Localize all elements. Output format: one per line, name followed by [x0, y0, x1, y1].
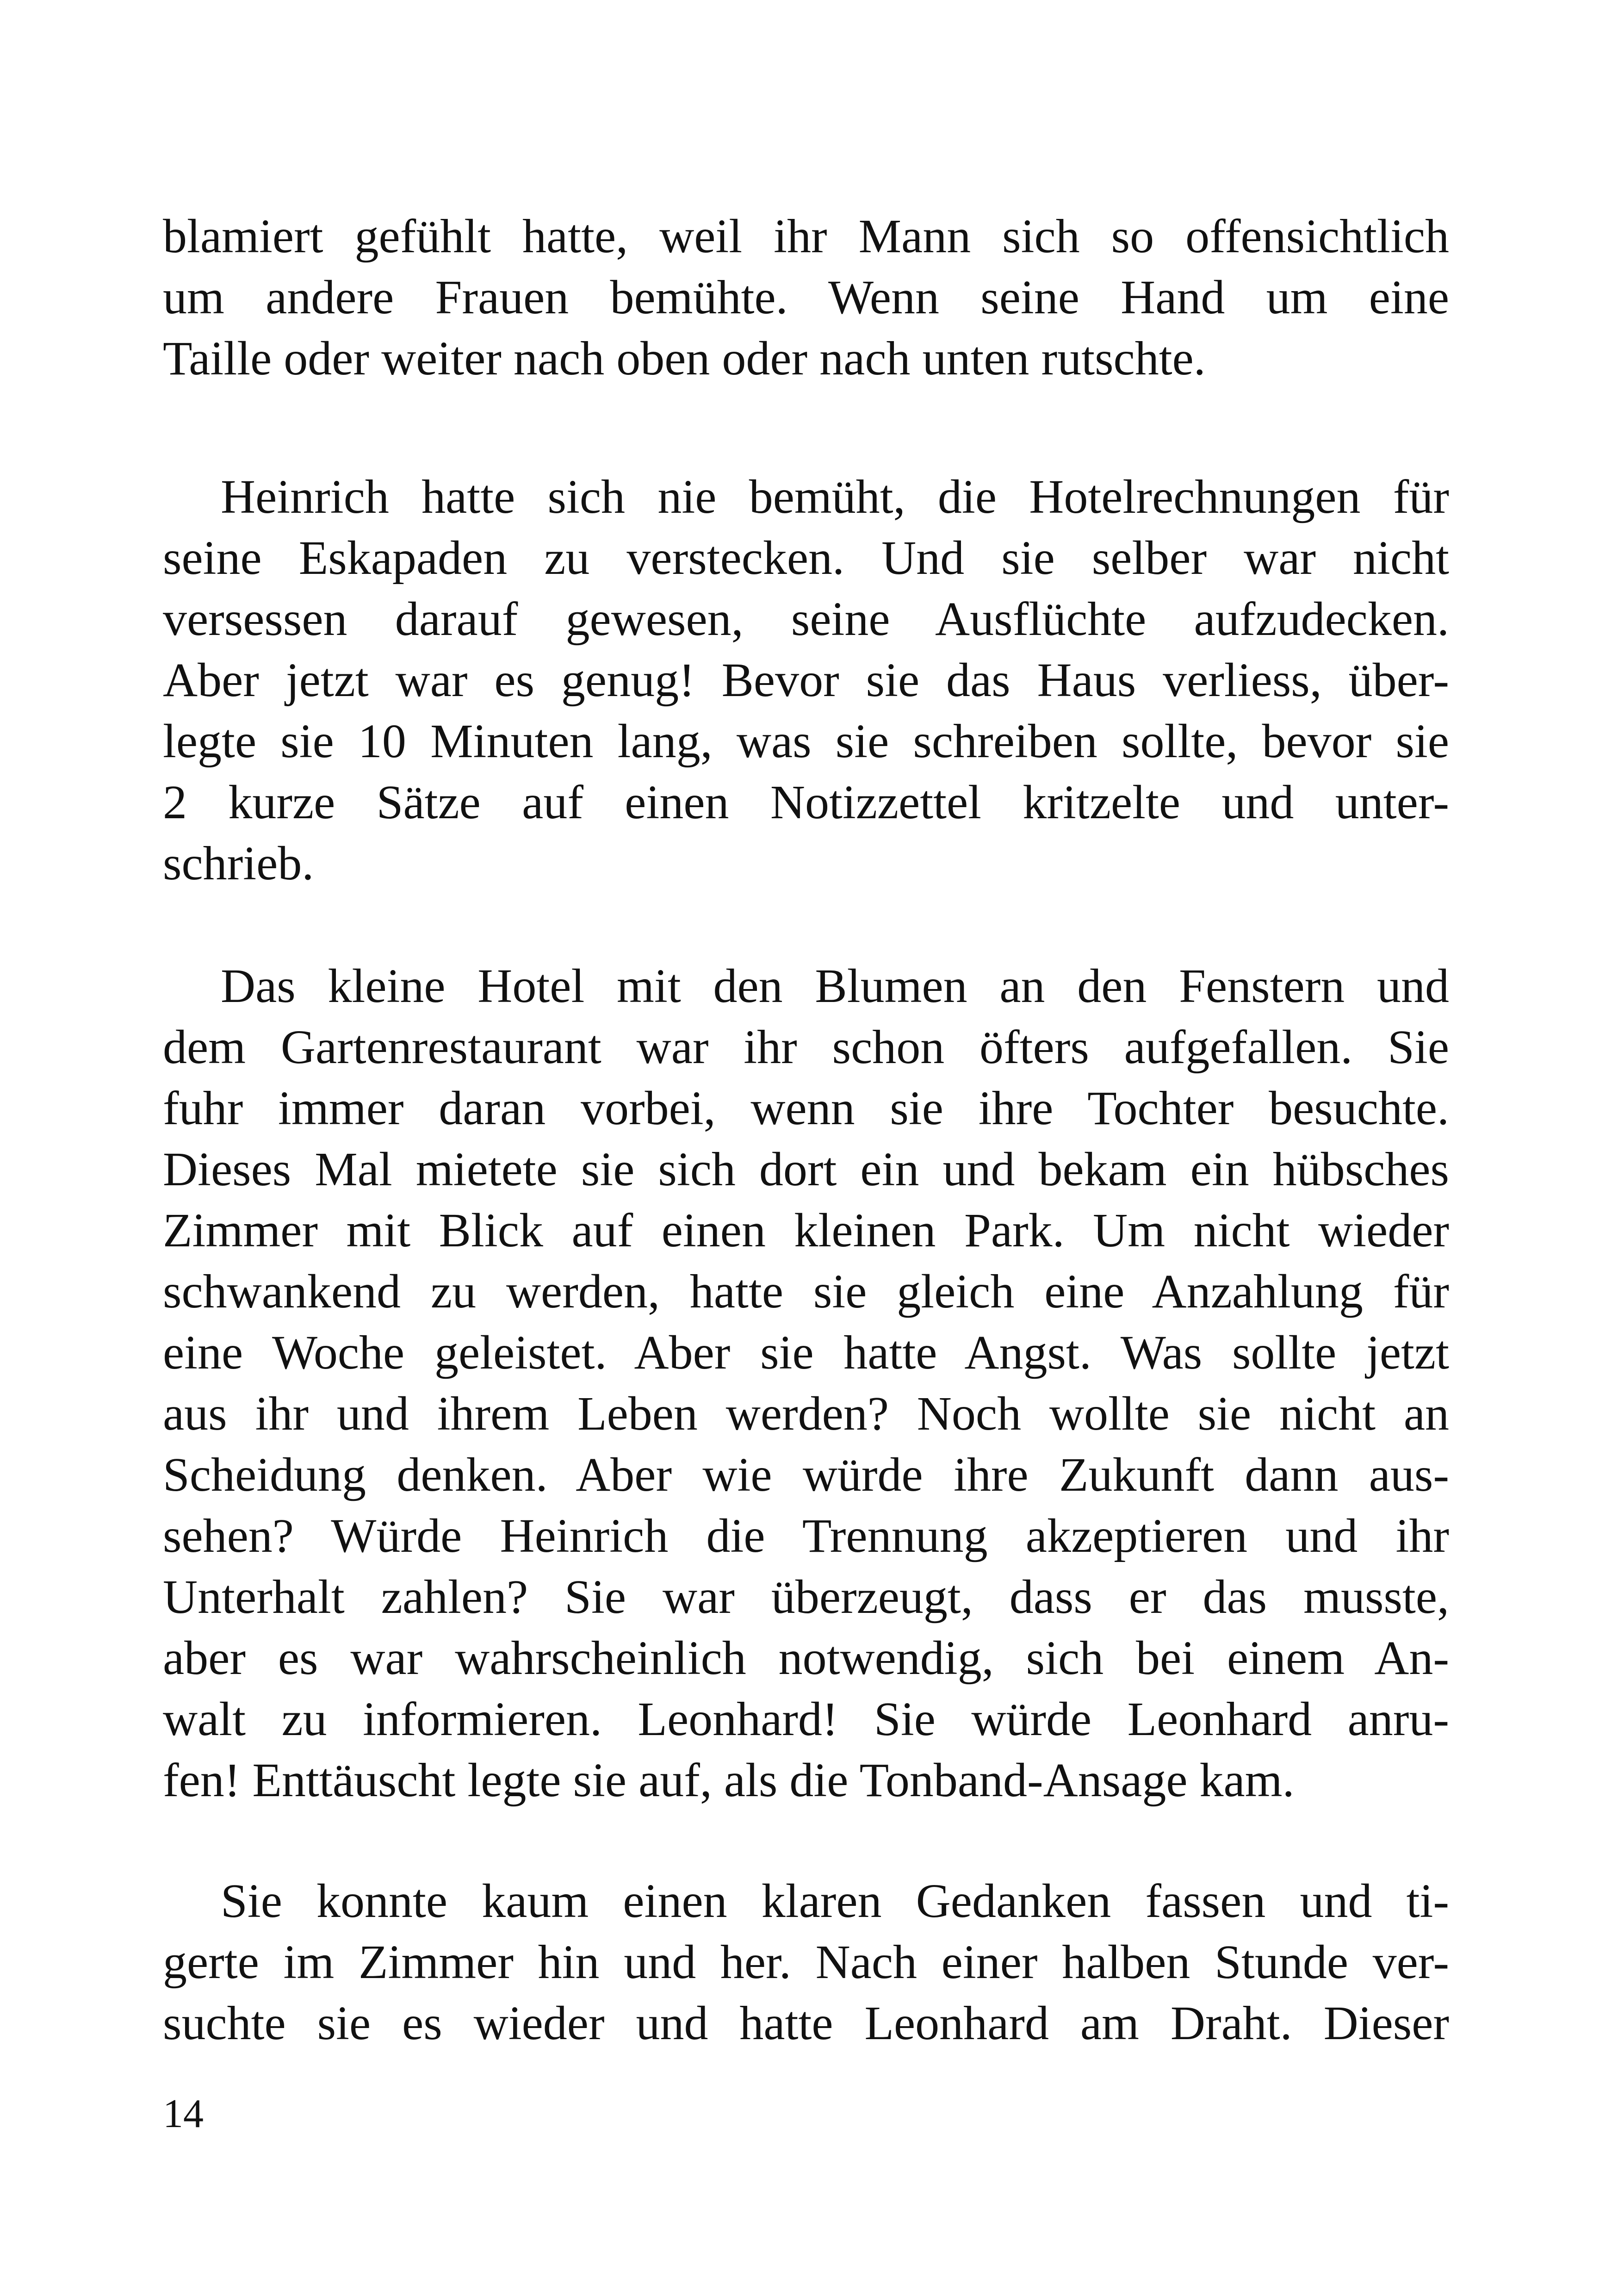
text-line: seine Eskapaden zu verstecken. Und sie selber war nicht	[163, 531, 1449, 585]
text-line: gerte im Zimmer hin und her. Nach einer halben Stunde ver-	[163, 1935, 1449, 1989]
page-number: 14	[163, 2091, 204, 2136]
text-line: fen! Enttäuscht legte sie auf, als die Tonband-Ansage kam.	[163, 1754, 1295, 1807]
text-line: 2 kurze Sätze auf einen Notizzettel kritzelte und unter-	[163, 776, 1449, 829]
text-line: schwankend zu werden, hatte sie gleich eine Anzahlung für	[163, 1265, 1449, 1318]
text-line: Sie konnte kaum einen klaren Gedanken fassen und ti-	[221, 1874, 1449, 1928]
text-line: walt zu informieren. Leonhard! Sie würde Leonhard anru-	[163, 1692, 1449, 1746]
paragraph-2	[163, 467, 1449, 894]
text-line: Zimmer mit Blick auf einen kleinen Park. Um nicht wieder	[163, 1204, 1449, 1257]
text-line: dem Gartenrestaurant war ihr schon öfters aufgefallen. Sie	[163, 1020, 1449, 1074]
text-line: schrieb.	[163, 837, 314, 890]
text-line: aus ihr und ihrem Leben werden? Noch wollte sie nicht an	[163, 1387, 1449, 1440]
text-line: aber es war wahrscheinlich notwendig, sich bei einem An-	[163, 1631, 1449, 1685]
text-line: Dieses Mal mietete sie sich dort ein und bekam ein hübsches	[163, 1143, 1449, 1196]
text-line: Aber jetzt war es genug! Bevor sie das Haus verliess, über-	[163, 653, 1449, 707]
text-line: fuhr immer daran vorbei, wenn sie ihre Tochter besuchte.	[163, 1082, 1449, 1135]
text-line: Unterhalt zahlen? Sie war überzeugt, dass er das musste,	[163, 1570, 1449, 1624]
text-line: Scheidung denken. Aber wie würde ihre Zukunft dann aus-	[163, 1448, 1449, 1501]
text-line: Taille oder weiter nach oben oder nach unten rutschte.	[163, 332, 1206, 385]
text-line: sehen? Würde Heinrich die Trennung akzeptieren und ihr	[163, 1509, 1449, 1562]
text-line: legte sie 10 Minuten lang, was sie schreiben sollte, bevor sie	[163, 715, 1449, 768]
text-line: um andere Frauen bemühte. Wenn seine Hand um eine	[163, 271, 1449, 324]
paragraph-1	[163, 206, 1449, 389]
text-line: eine Woche geleistet. Aber sie hatte Angst. Was sollte jetzt	[163, 1326, 1449, 1379]
paragraph-3	[163, 956, 1449, 1811]
text-line: suchte sie es wieder und hatte Leonhard am Draht. Dieser	[163, 1997, 1449, 2050]
text-line: Heinrich hatte sich nie bemüht, die Hotelrechnungen für	[221, 470, 1449, 523]
text-line: versessen darauf gewesen, seine Ausflüchte aufzudecken.	[163, 592, 1449, 646]
text-line: Das kleine Hotel mit den Blumen an den Fenstern und	[221, 959, 1449, 1013]
paragraph-4	[163, 1871, 1449, 2054]
text-line: blamiert gefühlt hatte, weil ihr Mann sich so offensichtlich	[163, 210, 1449, 263]
